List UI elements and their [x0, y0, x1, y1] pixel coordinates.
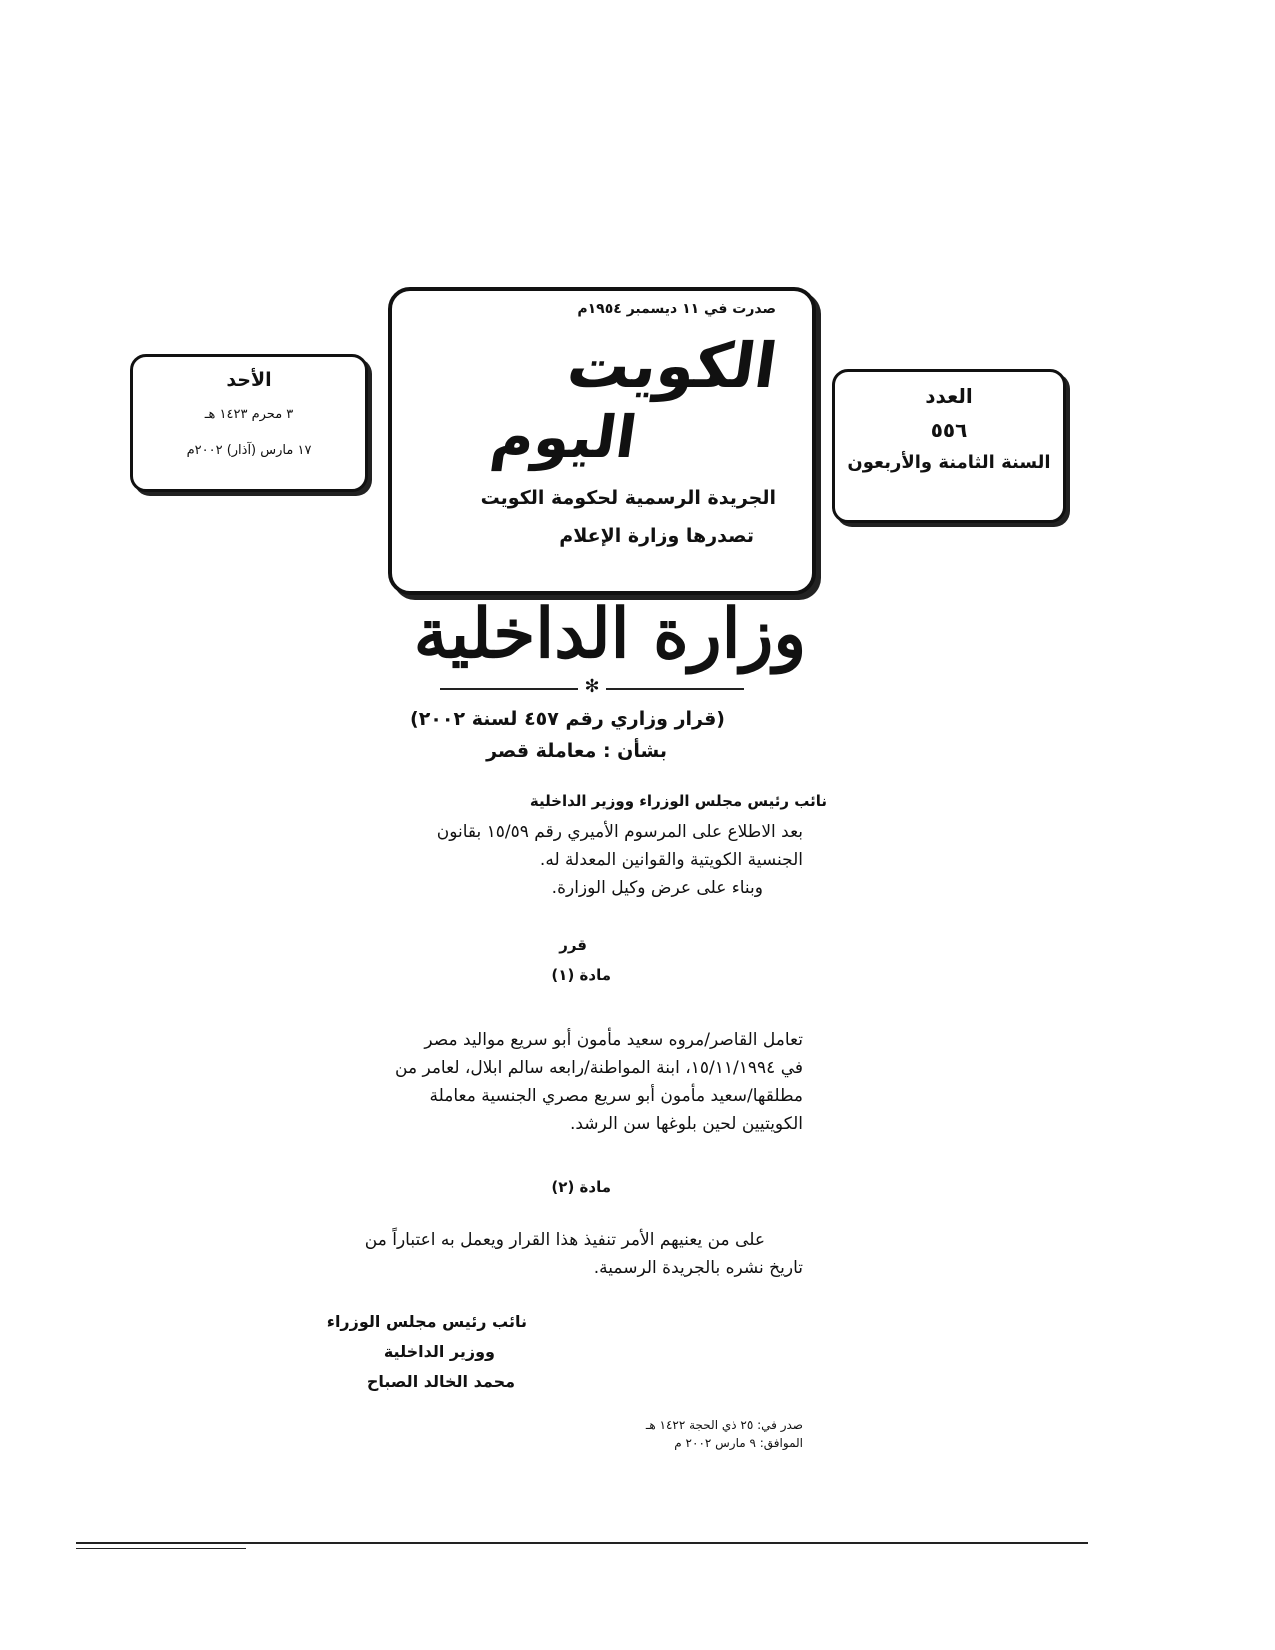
preamble-line3: وبناء على عرض وكيل الوزارة.: [551, 878, 763, 898]
footer-rule-short: [76, 1548, 246, 1549]
article2-line1: على من يعنيهم الأمر تنفيذ هذا القرار ويعمل به اعتباراً من: [364, 1230, 765, 1250]
issue-number-box: [832, 369, 1066, 523]
article1-line1: تعامل القاصر/مروه سعيد مأمون أبو سريع مواليد مصر: [424, 1030, 803, 1050]
article1-line3: مطلقها/سعيد مأمون أبو سريع مصري الجنسية معاملة: [429, 1086, 803, 1106]
signature-title-line2: ووزير الداخلية: [383, 1342, 495, 1361]
issue-year: السنة الثامنة والأربعون: [847, 452, 1051, 473]
signature-title-line1: نائب رئيس مجلس الوزراء: [326, 1312, 527, 1331]
preamble-line2: الجنسية الكويتية والقوانين المعدلة له.: [539, 850, 803, 870]
date-box: [130, 354, 368, 492]
signature-name: محمد الخالد الصباح: [366, 1372, 515, 1391]
decided-label: قرر: [559, 936, 587, 954]
issued-date-hijri: صدر في: ٢٥ ذي الحجة ١٤٢٢ هـ: [645, 1418, 803, 1432]
issued-date-gregorian: الموافق: ٩ مارس ٢٠٠٢ م: [674, 1436, 803, 1450]
masthead-subtitle-line2: تصدرها وزارة الإعلام: [559, 525, 754, 547]
footer-rule: [76, 1542, 1088, 1544]
date-hijri: ٣ محرم ١٤٢٣ هـ: [204, 407, 294, 422]
decision-issuer: نائب رئيس مجلس الوزراء ووزير الداخلية: [529, 792, 827, 810]
decision-subject: بشأن : معاملة قصر: [486, 740, 667, 762]
masthead-title-line1: الكويت: [562, 329, 782, 402]
masthead-box: [388, 287, 816, 595]
decision-title: (قرار وزاري رقم ٤٥٧ لسنة ٢٠٠٢): [410, 708, 725, 730]
date-day: الأحد: [226, 369, 272, 391]
ornament-star-icon: ✻: [584, 676, 600, 697]
ornament-rule-right: [606, 688, 744, 690]
article2-line2: تاريخ نشره بالجريدة الرسمية.: [593, 1258, 803, 1278]
article1-heading: مادة (١): [551, 966, 611, 984]
date-gregorian: ١٧ مارس (آذار) ٢٠٠٢م: [186, 443, 312, 458]
issue-number: ٥٥٦: [930, 418, 968, 442]
masthead-issued-since: صدرت في ١١ ديسمبر ١٩٥٤م: [577, 301, 776, 317]
article1-line2: في ١٥/١١/١٩٩٤، ابنة المواطنة/رابعه سالم ابلال، لعامر من: [395, 1058, 803, 1078]
ornament-rule-left: [440, 688, 578, 690]
ministry-name: وزارة الداخلية: [413, 594, 807, 674]
preamble-line1: بعد الاطلاع على المرسوم الأميري رقم ١٥/٥٩ بقانون: [436, 822, 803, 842]
article2-heading: مادة (٢): [551, 1178, 611, 1196]
masthead-subtitle-line1: الجريدة الرسمية لحكومة الكويت: [480, 487, 776, 509]
issue-label: العدد: [925, 384, 973, 408]
article1-line4: الكويتيين لحين بلوغها سن الرشد.: [569, 1114, 803, 1134]
masthead-title-line2: اليوم: [487, 403, 641, 471]
